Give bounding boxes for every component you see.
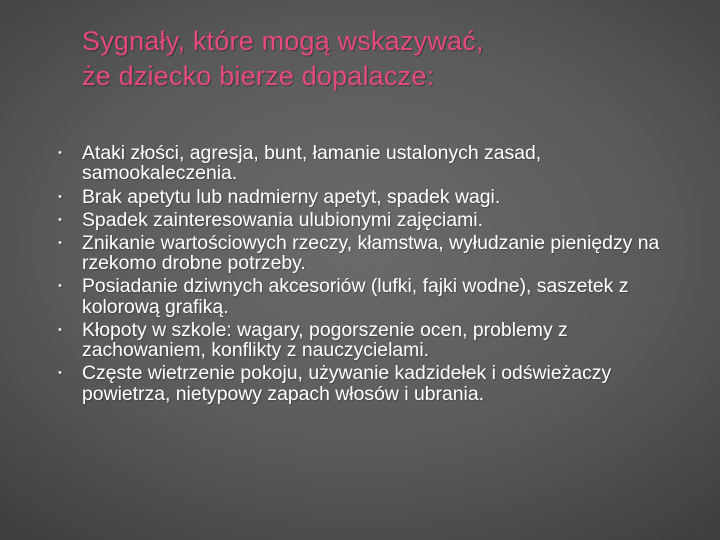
bullet-item-school-problems [58,318,682,362]
bullet-text: Kłopoty w szkole: wagary, pogorszenie ocen, problemy z zachowaniem, konflikty z nauczycielami. [82,318,568,362]
bullet-item-anger [58,142,682,185]
bullet-item-ventilation [58,362,682,405]
bullet-icon: • [58,367,62,380]
bullet-text: Częste wietrzenie pokoju, używanie kadzidełek i odświeżaczy powietrza, nietypowy zapach włosów i ubrania. [82,362,612,405]
bullet-icon: • [58,280,62,293]
bullet-text: Brak apetytu lub nadmierny apetyt, spadek wagi. [82,185,501,208]
bullet-icon: • [58,213,62,226]
title-line-2: że dziecko bierze dopalacze: [82,61,435,91]
bullet-item-accessories [58,275,682,318]
bullet-text: Posiadanie dziwnych akcesoriów (lufki, fajki wodne), saszetek z kolorową grafiką. [82,275,629,318]
bullet-item-appetite [58,185,682,208]
title-line-1: Sygnały, które mogą wskazywać, [82,26,484,56]
bullet-icon: • [58,147,62,159]
bullet-list [58,142,682,407]
bullet-text: Spadek zainteresowania ulubionymi zajęciami. [82,208,483,231]
bullet-text: Znikanie wartościowych rzeczy, kłamstwa, wyłudzanie pieniędzy na rzekomo drobne potrzeby. [82,231,660,275]
bullet-item-interest [58,208,682,231]
bullet-item-missing-valuables [58,231,682,275]
bullet-icon: • [58,323,62,336]
bullet-icon: • [58,190,62,203]
slide-title [82,24,682,94]
bullet-icon: • [58,236,62,249]
bullet-text: Ataki złości, agresja, bunt, łamanie ustalonych zasad, samookaleczenia. [82,142,542,185]
